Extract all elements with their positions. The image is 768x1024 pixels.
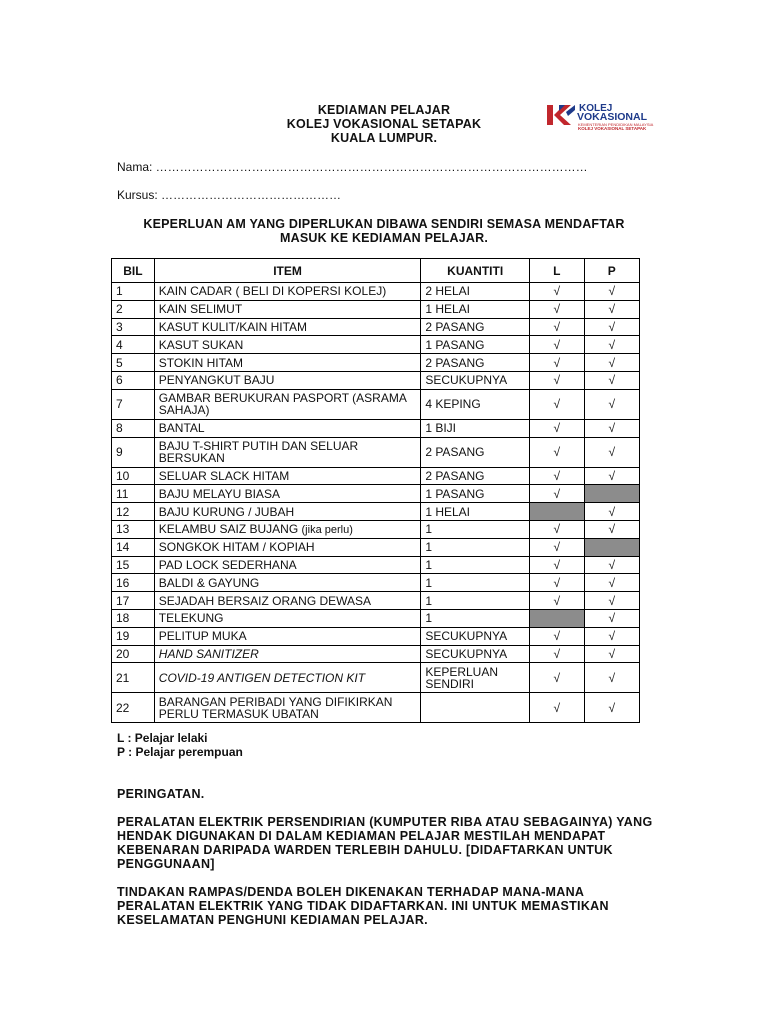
cell-qty: 1: [421, 520, 530, 538]
cell-qty: [421, 693, 530, 723]
cell-p-shaded: [584, 538, 640, 556]
cell-qty: 1 PASANG: [421, 336, 530, 354]
list-title: [0, 217, 768, 245]
cell-p: √: [584, 300, 640, 318]
table-row: [112, 609, 640, 627]
cell-bil: 7: [112, 389, 155, 419]
header-line-3: KUALA LUMPUR.: [330, 131, 438, 145]
cell-l: √: [530, 371, 584, 389]
table-row: [112, 371, 640, 389]
cell-item: SEJADAH BERSAIZ ORANG DEWASA: [154, 592, 421, 610]
cell-p: √: [584, 467, 640, 485]
cell-qty: SECUKUPNYA: [421, 627, 530, 645]
cell-bil: 20: [112, 645, 155, 663]
table-row: [112, 645, 640, 663]
cell-l: √: [530, 520, 584, 538]
table-row: [112, 300, 640, 318]
cell-p: √: [584, 592, 640, 610]
cell-bil: 12: [112, 503, 155, 521]
table-header-row: [112, 259, 640, 283]
header-bil: BIL: [112, 259, 155, 283]
college-logo: [546, 103, 654, 131]
cell-item: [154, 520, 421, 538]
notes-heading: PERINGATAN.: [117, 787, 205, 801]
cell-item: BARANGAN PERIBADI YANG DIFIKIRKAN PERLU TERMASUK UBATAN: [154, 693, 421, 723]
cell-qty: 2 PASANG: [421, 318, 530, 336]
cell-qty: 1: [421, 609, 530, 627]
header-line-2: KOLEJ VOKASIONAL SETAPAK: [286, 117, 482, 131]
cell-item: HAND SANITIZER: [154, 645, 421, 663]
kv-logo-icon: [546, 104, 576, 126]
cell-qty: SECUKUPNYA: [421, 371, 530, 389]
cell-l: √: [530, 336, 584, 354]
cell-qty: 1 HELAI: [421, 300, 530, 318]
cell-bil: 3: [112, 318, 155, 336]
table-row: [112, 592, 640, 610]
cell-p: √: [584, 520, 640, 538]
requirements-table: [111, 258, 640, 723]
cell-qty: 1: [421, 538, 530, 556]
cell-bil: 6: [112, 371, 155, 389]
logo-text-kolej: KOLEJ: [579, 103, 613, 114]
cell-item: GAMBAR BERUKURAN PASPORT (ASRAMA SAHAJA): [154, 389, 421, 419]
cell-item: BAJU KURUNG / JUBAH: [154, 503, 421, 521]
cell-l: √: [530, 389, 584, 419]
cell-p: √: [584, 574, 640, 592]
cell-bil: 11: [112, 485, 155, 503]
table-row: [112, 627, 640, 645]
table-row: [112, 283, 640, 301]
table-row: [112, 485, 640, 503]
cell-qty: 2 PASANG: [421, 437, 530, 467]
header-l: L: [530, 259, 584, 283]
cell-p: √: [584, 283, 640, 301]
cell-p: √: [584, 354, 640, 372]
cell-item-text: KELAMBU SAIZ BUJANG: [158, 521, 299, 536]
notes-paragraph-2: TINDAKAN RAMPAS/DENDA BOLEH DIKENAKAN TERHADAP MANA-MANA PERALATAN ELEKTRIK YANG TIDAK DIDAFTARKAN. INI UNTUK MEMASTIKAN KESELAMATAN PENGHUNI KEDIAMAN PELAJAR.: [117, 885, 609, 927]
cell-bil: 5: [112, 354, 155, 372]
cell-bil: 22: [112, 693, 155, 723]
cell-item: BAJU T-SHIRT PUTIH DAN SELUAR BERSUKAN: [154, 437, 421, 467]
table-row: [112, 389, 640, 419]
cell-item: SELUAR SLACK HITAM: [154, 467, 421, 485]
cell-l: √: [530, 538, 584, 556]
table-row: [112, 538, 640, 556]
cell-l-shaded: [530, 503, 584, 521]
cell-p: √: [584, 419, 640, 437]
cell-l: √: [530, 693, 584, 723]
table-row: [112, 520, 640, 538]
cell-qty: 1: [421, 556, 530, 574]
kursus-field[interactable]: Kursus: ………………………………………: [117, 188, 342, 202]
cell-qty: 1: [421, 574, 530, 592]
header-p: P: [584, 259, 640, 283]
cell-bil: 17: [112, 592, 155, 610]
cell-bil: 14: [112, 538, 155, 556]
table-row: [112, 503, 640, 521]
cell-p: √: [584, 371, 640, 389]
cell-bil: 10: [112, 467, 155, 485]
cell-qty: 2 HELAI: [421, 283, 530, 301]
header-line-1: KEDIAMAN PELAJAR: [317, 103, 451, 117]
legend-l: L : Pelajar lelaki: [117, 731, 208, 745]
cell-l: √: [530, 467, 584, 485]
logo-text-vokasional: VOKASIONAL: [577, 111, 648, 123]
cell-qty: SECUKUPNYA: [421, 645, 530, 663]
table-row: [112, 556, 640, 574]
cell-item-note: (jika perlu): [301, 523, 353, 536]
cell-p: √: [584, 389, 640, 419]
table-row: [112, 354, 640, 372]
cell-p: √: [584, 503, 640, 521]
cell-qty: 1 BIJI: [421, 419, 530, 437]
cell-l: √: [530, 283, 584, 301]
cell-item: COVID-19 ANTIGEN DETECTION KIT: [154, 663, 421, 693]
table-row: [112, 437, 640, 467]
table-row: [112, 574, 640, 592]
cell-bil: 16: [112, 574, 155, 592]
cell-l: √: [530, 592, 584, 610]
cell-item: KASUT KULIT/KAIN HITAM: [154, 318, 421, 336]
cell-bil: 8: [112, 419, 155, 437]
list-title-line-1: KEPERLUAN AM YANG DIPERLUKAN DIBAWA SENDIRI SEMASA MENDAFTAR: [143, 217, 625, 231]
cell-l: √: [530, 300, 584, 318]
cell-qty: KEPERLUAN SENDIRI: [421, 663, 530, 693]
cell-bil: 15: [112, 556, 155, 574]
cell-qty: 1: [421, 592, 530, 610]
table-row: [112, 467, 640, 485]
cell-item: PELITUP MUKA: [154, 627, 421, 645]
cell-l: √: [530, 354, 584, 372]
logo-text-college: KOLEJ VOKASIONAL SETAPAK: [578, 126, 647, 131]
cell-p: √: [584, 437, 640, 467]
cell-p: √: [584, 627, 640, 645]
cell-item: PENYANGKUT BAJU: [154, 371, 421, 389]
table-row: [112, 663, 640, 693]
cell-item: SONGKOK HITAM / KOPIAH: [154, 538, 421, 556]
cell-qty: 1 HELAI: [421, 503, 530, 521]
header-kuantiti: KUANTITI: [421, 259, 530, 283]
cell-bil: 19: [112, 627, 155, 645]
legend-p: P : Pelajar perempuan: [117, 745, 243, 759]
cell-l: √: [530, 437, 584, 467]
cell-p: √: [584, 663, 640, 693]
cell-bil: 1: [112, 283, 155, 301]
cell-l: √: [530, 645, 584, 663]
cell-item: BANTAL: [154, 419, 421, 437]
cell-p: √: [584, 609, 640, 627]
cell-p: √: [584, 336, 640, 354]
cell-item: STOKIN HITAM: [154, 354, 421, 372]
cell-l-shaded: [530, 609, 584, 627]
cell-l: √: [530, 663, 584, 693]
cell-item: BAJU MELAYU BIASA: [154, 485, 421, 503]
cell-qty: 2 PASANG: [421, 354, 530, 372]
cell-l: √: [530, 318, 584, 336]
cell-qty: 2 PASANG: [421, 467, 530, 485]
cell-bil: 13: [112, 520, 155, 538]
nama-field[interactable]: Nama: ………………………………………………………………………………………………: [117, 160, 588, 174]
cell-p: √: [584, 693, 640, 723]
cell-qty: 4 KEPING: [421, 389, 530, 419]
cell-item: KAIN CADAR ( BELI DI KOPERSI KOLEJ): [154, 283, 421, 301]
cell-item: BALDI & GAYUNG: [154, 574, 421, 592]
cell-p: √: [584, 645, 640, 663]
cell-p: √: [584, 556, 640, 574]
cell-l: √: [530, 419, 584, 437]
header-item: ITEM: [154, 259, 421, 283]
table-row: [112, 336, 640, 354]
cell-bil: 18: [112, 609, 155, 627]
cell-item: PAD LOCK SEDERHANA: [154, 556, 421, 574]
cell-p: √: [584, 318, 640, 336]
cell-item: KASUT SUKAN: [154, 336, 421, 354]
cell-l: √: [530, 485, 584, 503]
cell-qty: 1 PASANG: [421, 485, 530, 503]
cell-p-shaded: [584, 485, 640, 503]
logo-text-ministry: KEMENTERIAN PENDIDIKAN MALAYSIA: [578, 122, 654, 127]
cell-bil: 21: [112, 663, 155, 693]
list-title-line-2: MASUK KE KEDIAMAN PELAJAR.: [280, 231, 488, 245]
cell-l: √: [530, 556, 584, 574]
notes-paragraph-1: PERALATAN ELEKTRIK PERSENDIRIAN (KUMPUTER RIBA ATAU SEBAGAINYA) YANG HENDAK DIGUNAKAN DI DALAM KEDIAMAN PELAJAR MESTILAH MENDAPAT KEBENARAN DARIPADA WARDEN TERLEBIH DAHULU. [DIDAFTARKAN UNTUK PENGGUNAAN]: [117, 815, 653, 871]
cell-bil: 9: [112, 437, 155, 467]
cell-bil: 4: [112, 336, 155, 354]
table-row: [112, 318, 640, 336]
cell-l: √: [530, 627, 584, 645]
table-row: [112, 419, 640, 437]
cell-bil: 2: [112, 300, 155, 318]
cell-l: √: [530, 574, 584, 592]
table-row: [112, 693, 640, 723]
cell-item: TELEKUNG: [154, 609, 421, 627]
cell-item: KAIN SELIMUT: [154, 300, 421, 318]
